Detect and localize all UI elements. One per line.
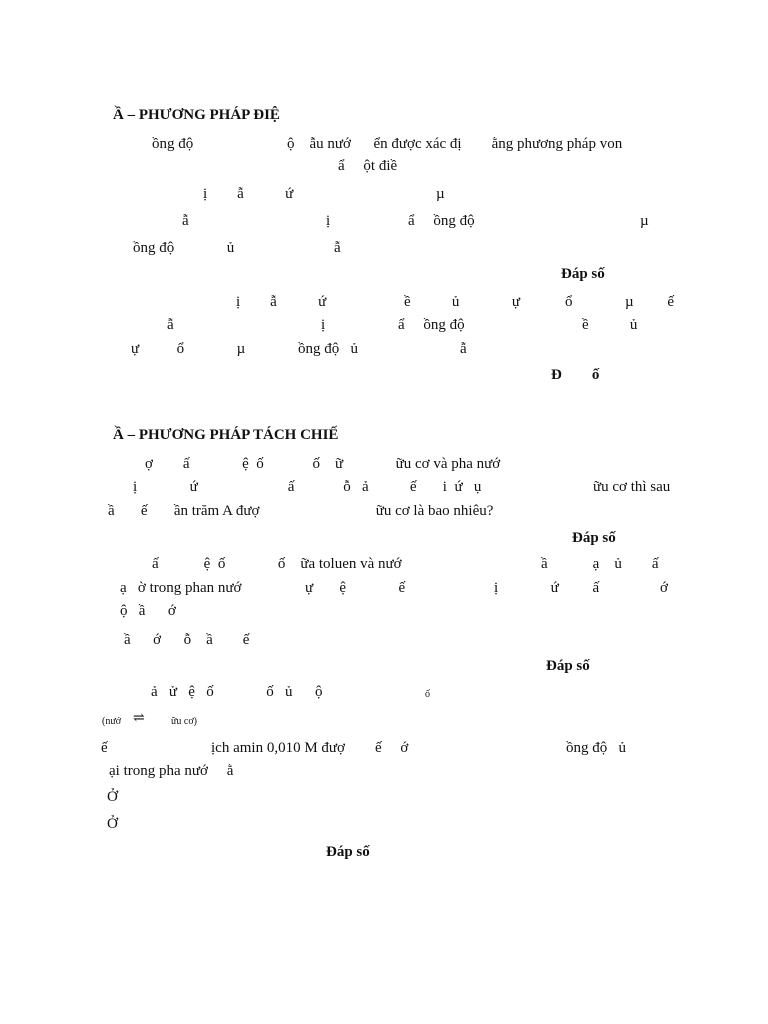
s2-answer-2: Đáp số xyxy=(546,658,590,674)
s2-q3-equilibrium-arrow-icon: ⇌ xyxy=(133,711,145,726)
s2-q2-line-3: ạ ờ trong phan nướ xyxy=(120,580,242,596)
s1-line2-4: ị xyxy=(321,317,326,333)
s2-q3-line-1: ả ử ệ ố ố ủ ộ xyxy=(151,684,323,700)
s1-line2-2: ề ủ ự ổ µ ế xyxy=(404,294,675,310)
s1-answer-2: Đ ố xyxy=(551,367,600,383)
s2-q1-line-1: ợ ấ ệ ố ố ữ ữu cơ và pha nướ xyxy=(145,456,501,472)
s2-answer-1: Đáp số xyxy=(572,530,616,546)
s1-line-1: ồng độ ộ ẫu nướ ển được xác đị ằng phương pháp von xyxy=(152,136,623,152)
s2-q2-line-7: ộ ầ ớ xyxy=(120,603,176,619)
s2-q3-option-1: Ở xyxy=(107,789,118,805)
s2-q2-line-8: ầ ớ ỗ ầ ế xyxy=(124,632,250,648)
s1-line-10: ẫ xyxy=(334,240,341,256)
s1-line2-1: ị ẫ ứ xyxy=(236,294,327,310)
s1-line2-7: ự ổ µ xyxy=(131,341,246,357)
s1-line2-8: ồng độ ủ xyxy=(298,341,358,357)
s2-q3-line-2c: ồng độ ủ xyxy=(566,740,626,756)
s1-line2-6: ề ủ xyxy=(582,317,638,333)
s2-q1-line-3: ữu cơ thì sau xyxy=(593,479,671,495)
s2-answer-3: Đáp số xyxy=(326,844,370,860)
s1-answer-1: Đáp số xyxy=(561,266,605,282)
s2-q3-phase-right: ữu cơ) xyxy=(171,716,197,727)
s1-line-2: ẩ ột điề xyxy=(338,158,398,174)
s1-line2-3: ẫ xyxy=(167,317,174,333)
s1-line-6: ị xyxy=(326,213,331,229)
s2-q2-line-6: ớ xyxy=(660,580,668,596)
s2-q2-line-4: ự ệ ế xyxy=(305,580,406,596)
s2-q3-phase-left: (nướ xyxy=(102,716,122,727)
s2-q2-line-1: ấ ệ ố ố ữa toluen và nướ xyxy=(152,556,402,572)
s2-q1-line-2: ị ứ ấ ỗ ả ế i ứ ụ xyxy=(133,479,482,495)
s2-q3-line-3: ại trong pha nướ ằ xyxy=(109,763,234,779)
s1-line2-9: ẫ xyxy=(460,341,467,357)
section1-heading: Ầ – PHƯƠNG PHÁP ĐIỆ xyxy=(113,107,280,123)
s2-q2-line-5: ị ứ ấ xyxy=(494,580,600,596)
s2-q2-line-2: ầ ạ ủ ấ xyxy=(541,556,659,572)
s1-line-7: ẩ ồng độ xyxy=(408,213,475,229)
s2-q3-line-2a: ế xyxy=(101,740,108,756)
s1-line2-5: ẩ ồng độ xyxy=(398,317,465,333)
s2-q1-line-4: ầ ế ần trăm A đượ ữu cơ là bao nhiêu? xyxy=(108,503,494,519)
section2-heading: Ầ – PHƯƠNG PHÁP TÁCH CHIẾ xyxy=(113,427,339,443)
s2-q3-option-2: Ở xyxy=(107,816,118,832)
s1-line-4: µ xyxy=(436,186,445,202)
s1-line-9: ồng độ ủ xyxy=(133,240,235,256)
s2-q3-line-2b: ịch amin 0,010 M đượ ế ớ xyxy=(211,740,409,756)
s1-line-8: µ xyxy=(640,213,649,229)
s1-line-3: ị ẫ ứ xyxy=(203,186,294,202)
s2-q3-superscript: ố xyxy=(425,689,430,700)
s1-line-5: ẫ xyxy=(182,213,189,229)
